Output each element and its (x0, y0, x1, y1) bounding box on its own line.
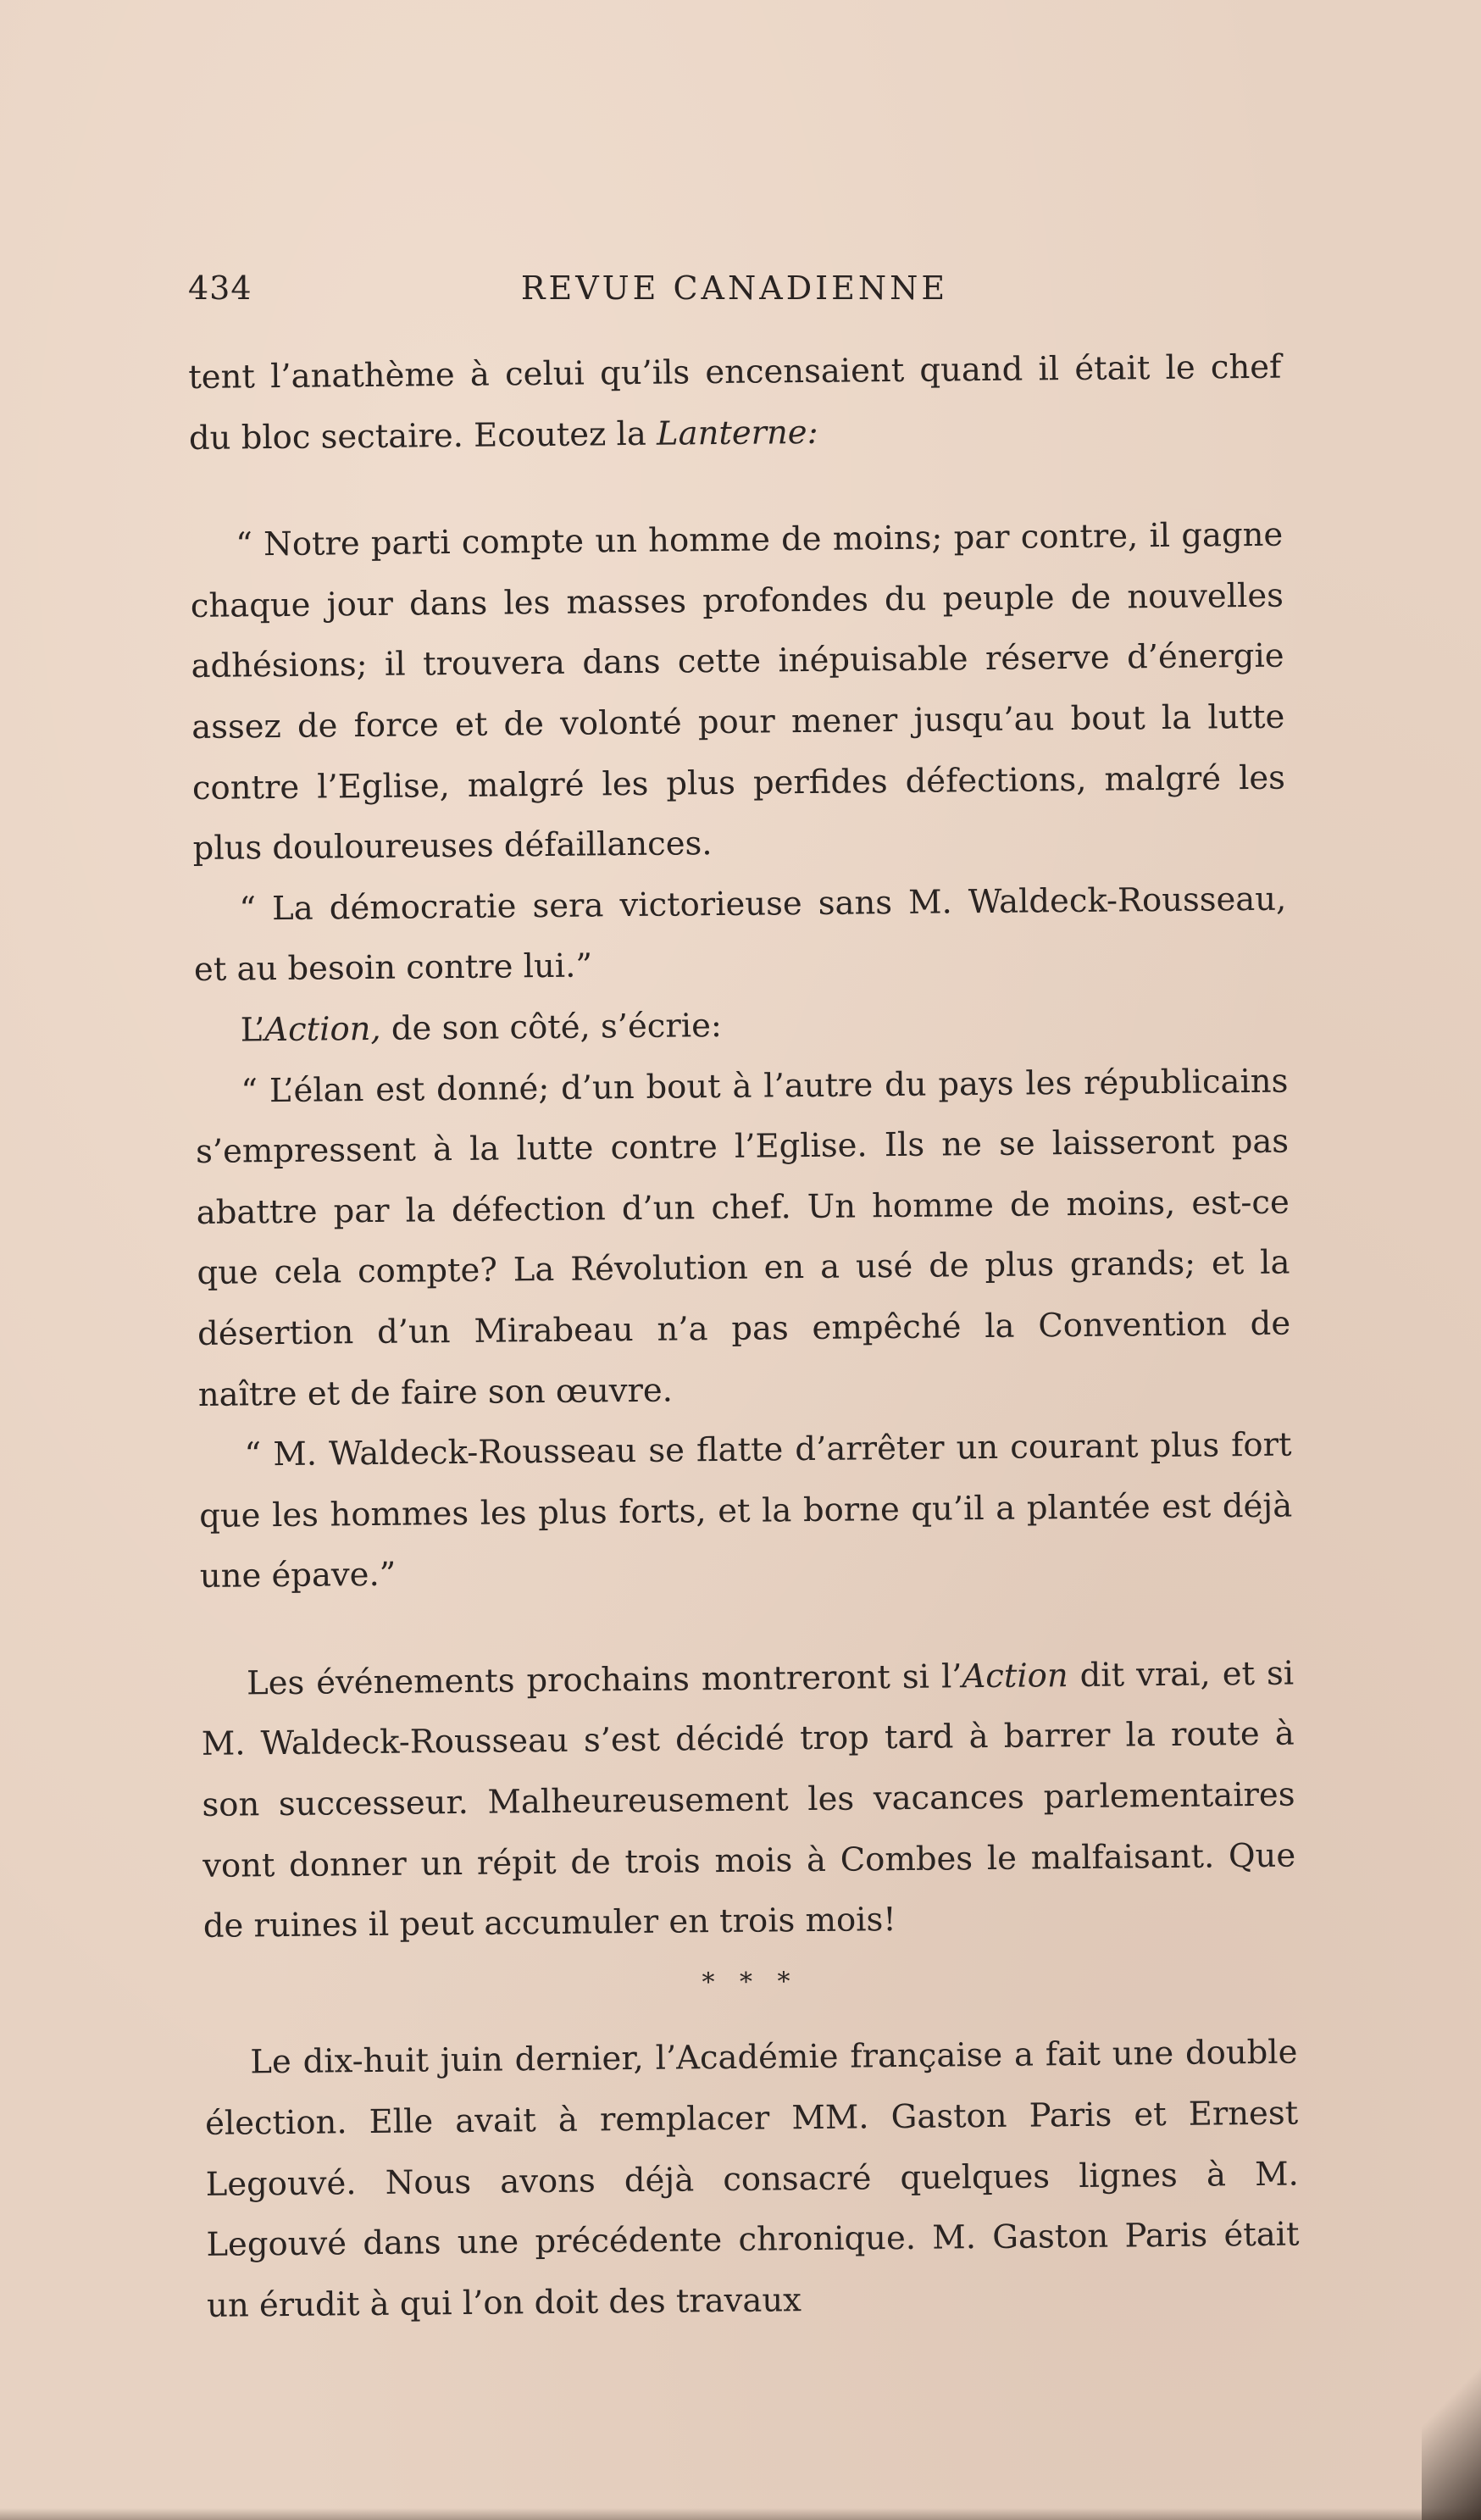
quote-action-1: “ L’élan est donné; d’un bout à l’autre du pays les républicains s’empressent à la lutte contre l’Eglise. Ils ne se laisseront pas abattre par la défection d’un chef. Un homme de moins, est-ce que cela compte? La Révolution en a usé de plus grands; et la désertion d’un Mirabeau n’a pas empêché la Convention de naître et de faire son œuvre. (195, 1062, 1291, 1414)
page-number: 434 (188, 269, 252, 307)
paragraph-2-rest: dit vrai, et si M. Waldeck-Rousseau s’est décidé trop tard à barrer la route à son successeur. Malheureusement les vacances parlementaires vont donner un répit de trois mois à Combes le malfaisant. Que de ruines il peut accumuler en trois mois! (201, 1654, 1296, 1946)
action-title-inline: Action (962, 1656, 1068, 1696)
action-title: Action, (264, 1009, 381, 1050)
quote-action-2: “ M. Waldeck-Rousseau se flatte d’arrêter un courant plus fort que les hommes les plus forts, et la borne qu’il a plantée est déjà une épave.” (199, 1425, 1293, 1596)
running-title: REVUE CANADIENNE (520, 269, 949, 307)
action-intro (194, 991, 1288, 1062)
page-bottom-edge (0, 2508, 1481, 2520)
paragraph-2 (201, 1643, 1296, 1957)
paragraph-1 (188, 337, 1282, 469)
page-corner-shadow (1422, 2300, 1481, 2520)
body-text (188, 337, 1300, 2337)
paragraph-1-text: tent l’anathème à celui qu’ils encensaient quand il était le chef du bloc sectaire. Ecoutez la (188, 347, 1282, 458)
paragraph-2-start: Les événements prochains montreront si l’ (246, 1657, 962, 1703)
paragraph-3: Le dix-huit juin dernier, l’Académie française a fait une double élection. Elle avait à remplacer MM. Gaston Paris et Ernest Legouvé. Nous avons déjà consacré quelques lignes à M. Legouvé dans une précédente chronique. M. Gaston Paris était un érudit à qui l’on doit des travaux (204, 2033, 1300, 2325)
action-intro-suffix: de son côté, s’écrie: (380, 1006, 723, 1048)
page-header (188, 269, 1281, 320)
action-intro-prefix: L’ (240, 1011, 265, 1050)
quote-lanterne-2: “ La démocratie sera victorieuse sans M. Waldeck-Rousseau, et au besoin contre lui.” (193, 880, 1287, 990)
quote-lanterne-1: “ Notre parti compte un homme de moins; par contre, il gagne chaque jour dans les masses profondes du peuple de nouvelles adhésions; il trouvera dans cette inépuisable réserve d’énergie assez de force et de volonté pour mener jusqu’au bout la lutte contre l’Eglise, malgré les plus perfides défections, malgré les plus douloureuses défaillances. (190, 515, 1286, 869)
section-separator: * * * (702, 1967, 799, 1998)
lanterne-title: Lanterne: (656, 413, 818, 453)
